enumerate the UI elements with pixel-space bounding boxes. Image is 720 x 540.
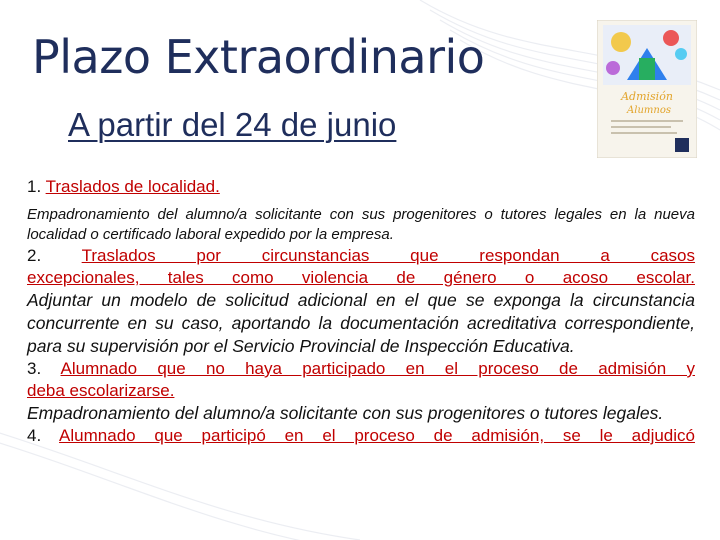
page-subtitle: A partir del 24 de junio [68,106,397,143]
list-item [27,245,695,289]
svg-text:Admisión: Admisión [621,90,673,103]
item-description: Adjuntar un modelo de solicitud adicional en el que se exponga la circunstancia concurrente en su caso, aportando la documentación acreditativa correspondiente, para su supervisión por el Servicio Provincial de Inspección Educativa. [27,290,695,356]
item-heading-text: Alumnado que participó en el proceso de admisión, se le adjudicó [59,426,695,445]
requirements-list [27,176,695,447]
item-heading: 1. Traslados de localidad. [27,177,220,196]
item-heading-text: Alumnado que no haya participado en el proceso de admisión y [60,359,695,378]
poster-image [597,20,697,158]
item-heading: 2. Traslados por circunstancias que respondan a casos [27,246,696,265]
list-item [27,176,695,197]
item-heading-continued: excepcionales, tales como violencia de género o acoso escolar. [27,268,695,287]
page-title: Plazo Extraordinario [32,30,485,84]
item-heading: 4. Alumnado que participó en el proceso de admisión, se le adjudicó [27,426,695,445]
item-heading: 3. Alumnado que no haya participado en el proceso de admisión y [27,359,695,378]
list-item [27,425,695,447]
svg-text:Alumnos: Alumnos [627,105,671,116]
item-description: Empadronamiento del alumno/a solicitante con sus progenitores o tutores legales. [27,403,664,423]
item-description: Empadronamiento del alumno/a solicitante con sus progenitores o tutores legales en la nueva localidad o certificado laboral expedido por la empresa. [27,206,695,243]
item-heading-continued: deba escolarizarse. [27,381,175,400]
item-heading-text: Traslados de localidad. [45,177,220,196]
list-item [27,358,695,402]
item-heading-text: Traslados por circunstancias que respondan a casos [81,246,696,265]
